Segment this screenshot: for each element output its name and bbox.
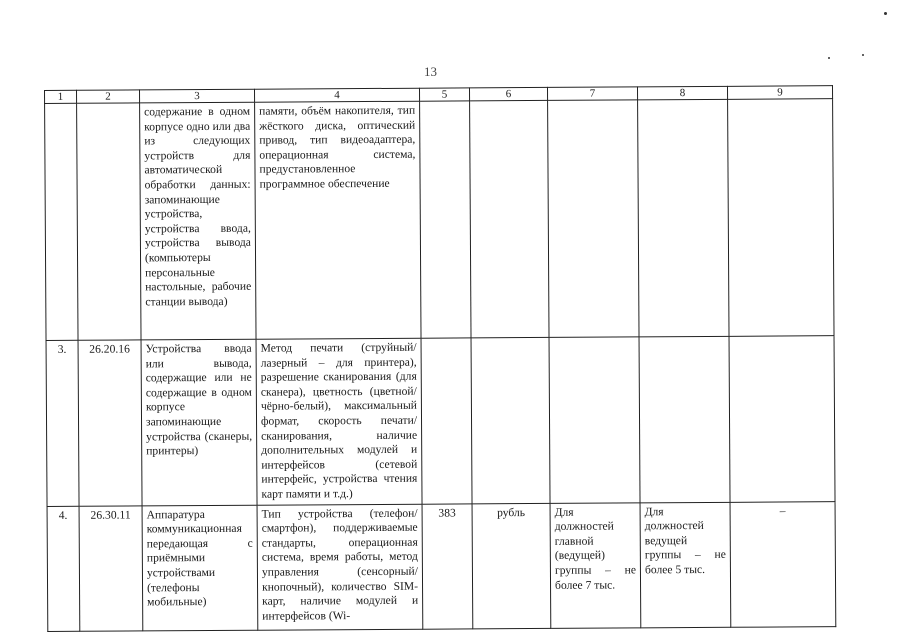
unit-name bbox=[470, 100, 549, 337]
okpd-code: 26.20.16 bbox=[78, 340, 142, 506]
okpd-code bbox=[77, 103, 141, 340]
item-name: содержание в одном корпусе одно или два из следующих устройств для автоматической обработки данных: запоминающие устройства, устройства ввода, устройства вывода (компьютеры персональные настольные, рабочие станции вывода) bbox=[140, 102, 256, 340]
row-number: 3. bbox=[46, 340, 79, 506]
header-cell: 7 bbox=[547, 87, 637, 101]
header-cell: 6 bbox=[469, 87, 547, 100]
header-cell: 3 bbox=[140, 89, 255, 103]
row-number bbox=[45, 103, 78, 340]
unit-name: рубль bbox=[472, 503, 551, 628]
okpd-code: 26.30.11 bbox=[79, 505, 143, 630]
item-characteristics: Тип устройства (телефон/смартфон), поддерживаемые стандарты, операционная система, время работы, метод управления (сенсорный/кнопочный), количество SIM-карт, наличие модулей и интерфейсов (Wi- bbox=[257, 504, 423, 630]
page-number: 13 bbox=[424, 64, 437, 79]
value-lead-group bbox=[639, 336, 730, 502]
value-main-group bbox=[548, 100, 639, 338]
header-cell: 9 bbox=[727, 86, 832, 100]
header-cell: 8 bbox=[637, 86, 727, 100]
value-main-group: Для должностей главной (ведущей) группы – не более 7 тыс. bbox=[550, 502, 641, 628]
item-characteristics: Метод печати (струйный/лазерный – для принтера), разрешение сканирования (для сканера), цветность (цветной/чёрно-белый), максимальный формат, скорость печати/сканирования, наличие дополнительных модулей и интерфейсов (сетевой интерфейс, устройства чтения карт памяти и т.д.) bbox=[256, 338, 422, 505]
unit-code bbox=[421, 338, 472, 504]
table-row bbox=[47, 501, 836, 631]
header-cell: 2 bbox=[77, 90, 140, 103]
value-other bbox=[728, 99, 834, 337]
item-characteristics: памяти, объём накопителя, тип жёсткого диска, оптический привод, тип видеоадаптера, операционная система, предустановленное программное обеспечение bbox=[255, 101, 421, 339]
unit-code bbox=[420, 101, 471, 338]
value-other bbox=[729, 336, 835, 502]
value-other: – bbox=[730, 501, 836, 627]
scan-speck bbox=[884, 12, 887, 15]
table-row bbox=[45, 99, 834, 341]
unit-name bbox=[471, 337, 550, 503]
header-cell: 5 bbox=[419, 88, 469, 101]
specification-table bbox=[44, 85, 836, 631]
unit-code: 383 bbox=[422, 503, 473, 628]
value-lead-group bbox=[638, 99, 729, 337]
value-lead-group: Для должностей ведущей группы – не более 5 тыс. bbox=[640, 502, 731, 628]
item-name: Аппаратура коммуникационная передающая с приёмными устройствами (телефоны мобильные) bbox=[142, 505, 258, 631]
scan-speck bbox=[862, 54, 864, 56]
row-number: 4. bbox=[47, 506, 80, 631]
value-main-group bbox=[549, 337, 640, 503]
header-cell: 4 bbox=[254, 88, 419, 102]
table-row bbox=[46, 336, 835, 506]
item-name: Устройства ввода или вывода, содержащие или не содержащие в одном корпусе запоминающие устройства (сканеры, принтеры) bbox=[141, 339, 257, 505]
header-cell: 1 bbox=[45, 90, 77, 103]
scan-speck bbox=[828, 57, 830, 59]
